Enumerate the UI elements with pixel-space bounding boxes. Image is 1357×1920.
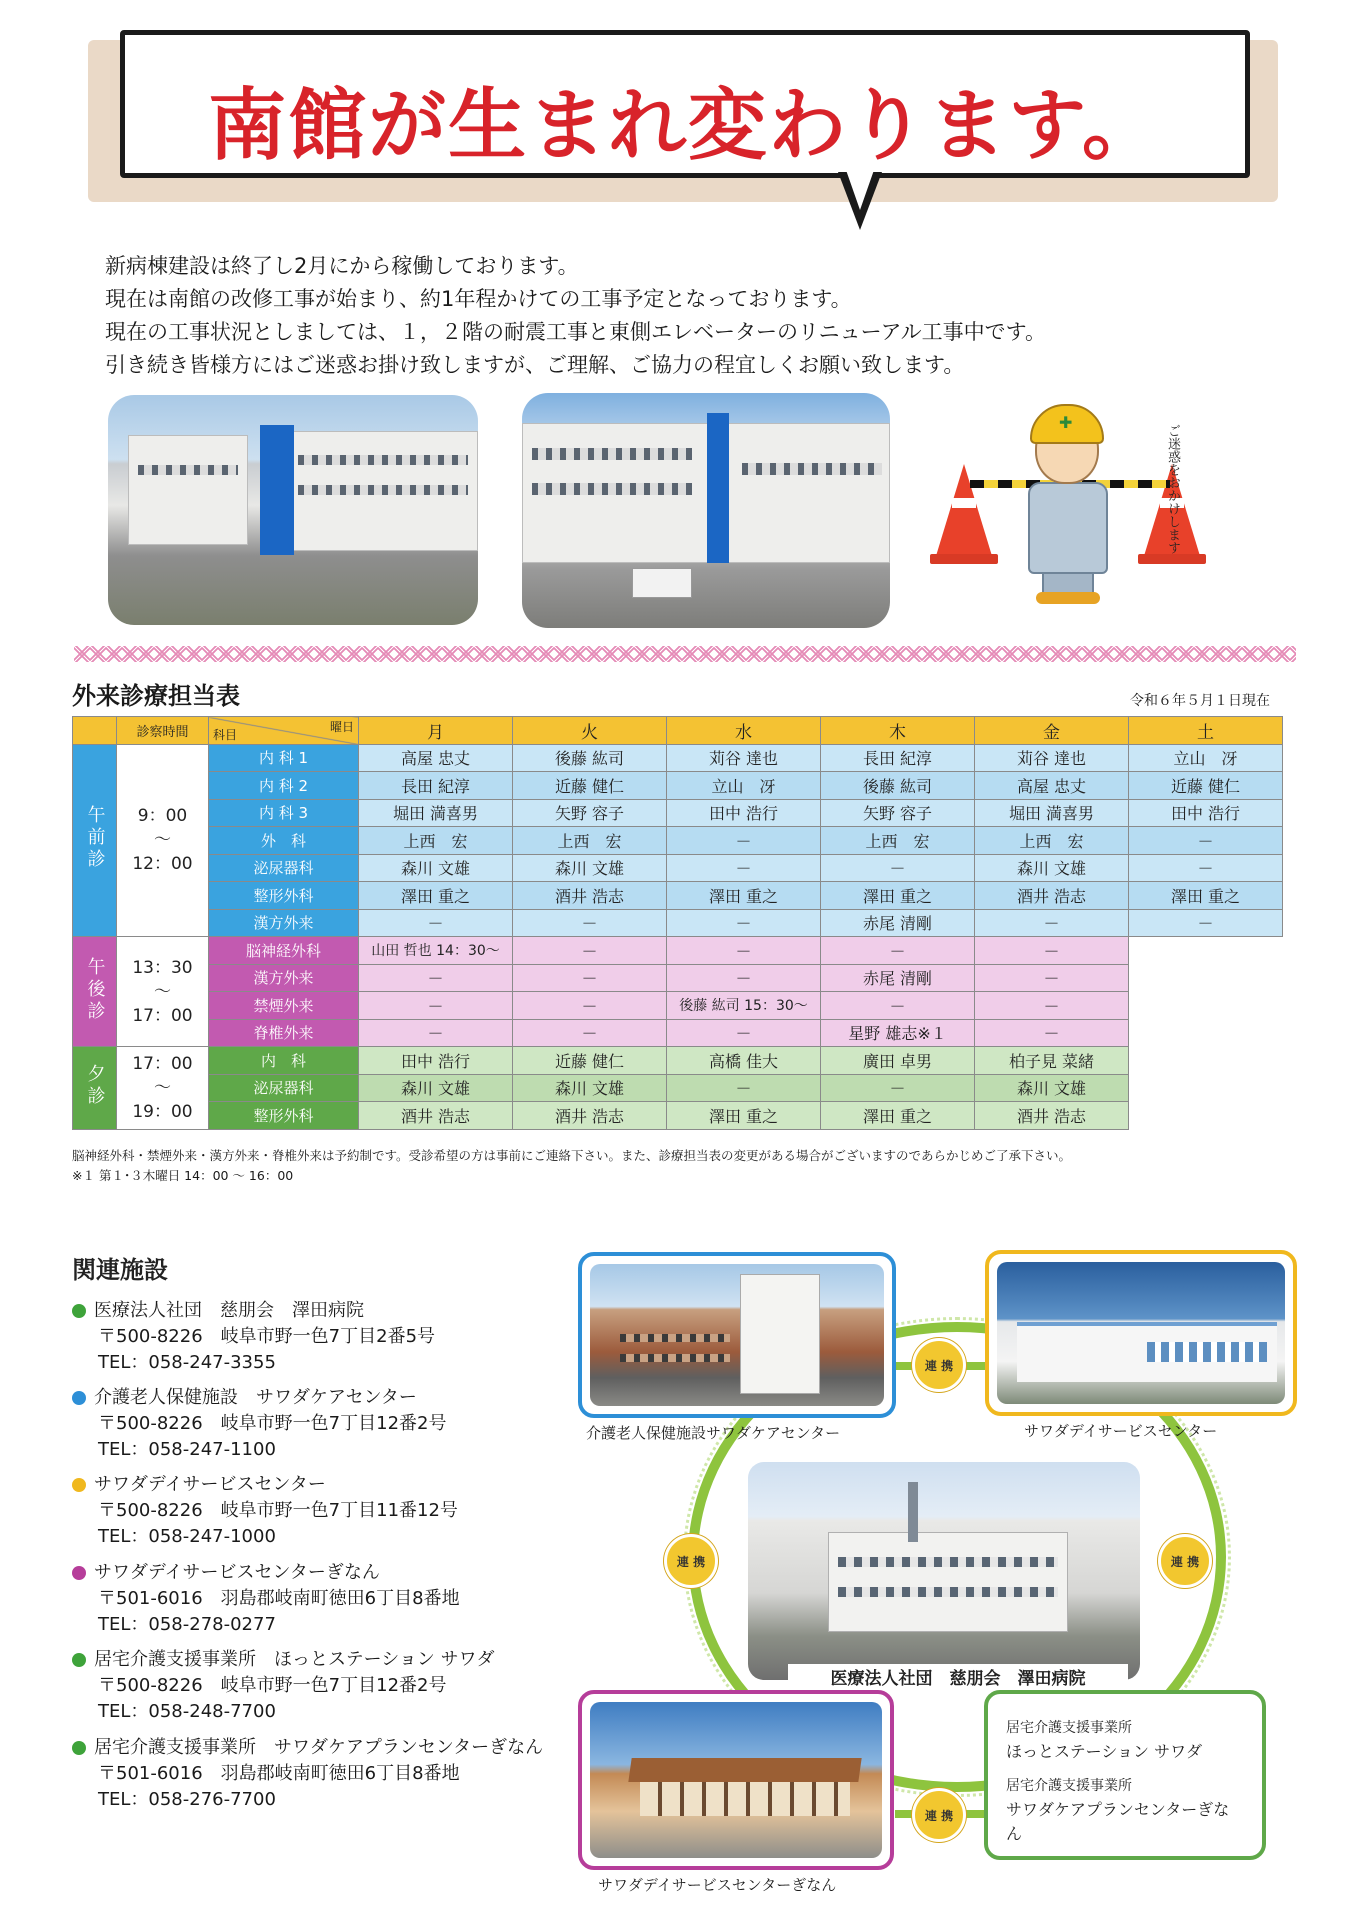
dept-cell: 整形外科 bbox=[209, 882, 359, 910]
schedule-row bbox=[73, 1019, 1283, 1047]
empty-cell bbox=[1129, 1019, 1283, 1047]
doctor-cell: 後藤 紘司 bbox=[821, 772, 975, 800]
doctor-cell: － bbox=[513, 964, 667, 992]
doctor-cell: － bbox=[667, 827, 821, 855]
pm-section bbox=[73, 937, 1283, 1047]
doctor-cell: 田中 浩行 bbox=[667, 799, 821, 827]
empty-cell bbox=[1129, 1074, 1283, 1102]
dept-cell: 外 科 bbox=[209, 827, 359, 855]
schedule-row bbox=[73, 799, 1283, 827]
doctor-cell: － bbox=[975, 937, 1129, 965]
doctor-cell: － bbox=[667, 964, 821, 992]
header-kamoku: 曜日 科目 bbox=[209, 717, 359, 745]
doctor-cell: 高屋 忠丈 bbox=[975, 772, 1129, 800]
doctor-cell: 山田 哲也 14：30～ bbox=[359, 937, 513, 965]
section-time: 13：30 〜 17：00 bbox=[117, 937, 209, 1047]
doctor-cell: 堀田 満喜男 bbox=[359, 799, 513, 827]
doctor-cell: 酒井 浩志 bbox=[513, 1102, 667, 1130]
caption-day-service: サワダデイサービスセンター bbox=[1024, 1422, 1218, 1440]
doctor-cell: 赤尾 清剛 bbox=[821, 964, 975, 992]
photo-truck bbox=[632, 568, 692, 598]
safety-cross-icon: ✚ bbox=[1059, 413, 1073, 432]
doctor-cell: 澤田 重之 bbox=[821, 1102, 975, 1130]
title-banner bbox=[120, 30, 1250, 178]
doctor-cell: 澤田 重之 bbox=[821, 882, 975, 910]
facility-item bbox=[72, 1647, 494, 1725]
dept-cell: 脳神経外科 bbox=[209, 937, 359, 965]
day-header: 水 bbox=[667, 717, 821, 745]
doctor-cell: 苅谷 達也 bbox=[975, 744, 1129, 772]
doctor-cell: 苅谷 達也 bbox=[667, 744, 821, 772]
dept-cell: 漢方外来 bbox=[209, 964, 359, 992]
section-label: 午後診 bbox=[73, 937, 117, 1047]
renkei-badge: 連 携 bbox=[664, 1534, 718, 1588]
facility-tel: TEL：058-278-0277 bbox=[98, 1614, 276, 1635]
schedule-row bbox=[73, 937, 1283, 965]
facility-name: サワダデイサービスセンター bbox=[94, 1474, 326, 1495]
dept-cell: 内 科 1 bbox=[209, 744, 359, 772]
doctor-cell: 上西 宏 bbox=[975, 827, 1129, 855]
doctor-cell: 上西 宏 bbox=[821, 827, 975, 855]
schedule-table bbox=[72, 716, 1283, 1130]
ev-section bbox=[73, 1047, 1283, 1130]
header-time: 診察時間 bbox=[117, 717, 209, 745]
care-center-photo bbox=[590, 1264, 884, 1406]
photo-windows bbox=[298, 485, 468, 495]
worker-body bbox=[1028, 482, 1108, 574]
dept-cell: 整形外科 bbox=[209, 1102, 359, 1130]
diamond-divider bbox=[74, 646, 1296, 662]
doctor-cell: 森川 文雄 bbox=[975, 1074, 1129, 1102]
photo-windows bbox=[532, 448, 692, 460]
main-hospital-photo-box bbox=[748, 1462, 1140, 1680]
schedule-row bbox=[73, 882, 1283, 910]
header-corner bbox=[73, 717, 117, 745]
empty-cell bbox=[1129, 992, 1283, 1020]
facility-address: 〒500-8226 岐阜市野一色7丁目12番2号 bbox=[98, 1413, 447, 1434]
day-service-photo bbox=[997, 1262, 1285, 1404]
facility-tel: TEL：058-248-7700 bbox=[98, 1701, 276, 1722]
page-title: 南館が生まれ変わります。 bbox=[208, 81, 1162, 171]
related-title: 関連施設 bbox=[72, 1256, 168, 1284]
facility-tel: TEL：058-276-7700 bbox=[98, 1789, 276, 1810]
schedule-row bbox=[73, 827, 1283, 855]
bullet-dot-icon bbox=[72, 1741, 86, 1755]
schedule-row bbox=[73, 964, 1283, 992]
schedule-date: 令和６年５月１日現在 bbox=[1130, 693, 1270, 709]
doctor-cell: － bbox=[359, 1019, 513, 1047]
schedule-row bbox=[73, 772, 1283, 800]
doctor-cell: 田中 浩行 bbox=[359, 1047, 513, 1075]
facility-item bbox=[72, 1560, 460, 1638]
doctor-cell: 澤田 重之 bbox=[1129, 882, 1283, 910]
worker-speech: ご迷惑をおかけします bbox=[1165, 424, 1180, 554]
doctor-cell: 高屋 忠丈 bbox=[359, 744, 513, 772]
doctor-cell: － bbox=[667, 937, 821, 965]
doctor-cell: － bbox=[821, 992, 975, 1020]
doctor-cell: 後藤 紘司 bbox=[513, 744, 667, 772]
facility-address: 〒500-8226 岐阜市野一色7丁目11番12号 bbox=[98, 1500, 458, 1521]
doctor-cell: － bbox=[1129, 909, 1283, 937]
kyotaku-sub-2: 居宅介護支援事業所 bbox=[1006, 1778, 1132, 1794]
schedule-row bbox=[73, 744, 1283, 772]
empty-cell bbox=[1129, 1047, 1283, 1075]
doctor-cell: 森川 文雄 bbox=[513, 1074, 667, 1102]
bullet-dot-icon bbox=[72, 1304, 86, 1318]
doctor-cell: 澤田 重之 bbox=[667, 1102, 821, 1130]
ginan-photo bbox=[590, 1702, 882, 1858]
facility-address: 〒500-8226 岐阜市野一色7丁目12番2号 bbox=[98, 1675, 447, 1696]
dept-cell: 泌尿器科 bbox=[209, 1074, 359, 1102]
doctor-cell: 立山 冴 bbox=[1129, 744, 1283, 772]
doctor-cell: 森川 文雄 bbox=[513, 854, 667, 882]
doctor-cell: 森川 文雄 bbox=[975, 854, 1129, 882]
doctor-cell: － bbox=[359, 909, 513, 937]
care-center-photo-box bbox=[578, 1252, 896, 1418]
empty-cell bbox=[1129, 937, 1283, 965]
caption-main-hospital: 医療法人社団 慈朋会 澤田病院 bbox=[788, 1664, 1128, 1694]
doctor-cell: 堀田 満喜男 bbox=[975, 799, 1129, 827]
caption-ginan: サワダデイサービスセンターぎなん bbox=[598, 1876, 837, 1894]
kyotaku-name-1: ほっとステーション サワダ bbox=[1006, 1742, 1202, 1761]
doctor-cell: － bbox=[975, 909, 1129, 937]
empty-cell bbox=[1129, 1102, 1283, 1130]
doctor-cell: 酒井 浩志 bbox=[975, 1102, 1129, 1130]
construction-photo-1 bbox=[108, 395, 478, 625]
schedule-row bbox=[73, 1102, 1283, 1130]
dept-cell: 脊椎外来 bbox=[209, 1019, 359, 1047]
doctor-cell: － bbox=[513, 937, 667, 965]
kyotaku-name-2: サワダケアプランセンターぎなん bbox=[1006, 1800, 1230, 1843]
bullet-dot-icon bbox=[72, 1653, 86, 1667]
photo-windows bbox=[138, 465, 238, 475]
photo-scaffold bbox=[260, 425, 294, 555]
doctor-cell: 酒井 浩志 bbox=[513, 882, 667, 910]
construction-worker-illustration bbox=[930, 398, 1230, 618]
dept-cell: 禁煙外来 bbox=[209, 992, 359, 1020]
doctor-cell: 近藤 健仁 bbox=[513, 772, 667, 800]
doctor-cell: － bbox=[975, 992, 1129, 1020]
intro-line: 引き続き皆様方にはご迷惑お掛け致しますが、ご理解、ご協力の程宜しくお願い致します。 bbox=[105, 353, 965, 377]
facility-name: 介護老人保健施設 サワダケアセンター bbox=[94, 1387, 417, 1408]
renkei-badge: 連 携 bbox=[912, 1788, 966, 1842]
section-time: 9：00 〜 12：00 bbox=[117, 744, 209, 937]
facility-tel: TEL：058-247-1000 bbox=[98, 1526, 276, 1547]
kyotaku-box bbox=[984, 1690, 1266, 1860]
schedule-row bbox=[73, 1074, 1283, 1102]
doctor-cell: 長田 紀淳 bbox=[359, 772, 513, 800]
main-hospital-photo bbox=[748, 1462, 1140, 1680]
construction-photo-2 bbox=[522, 393, 890, 628]
intro-line: 現在は南館の改修工事が始まり、約1年程かけての工事予定となっております。 bbox=[105, 287, 852, 311]
schedule-footnote: ※１ 第１･３木曜日 14：00 ～ 16：00 bbox=[72, 1168, 294, 1183]
doctor-cell: 後藤 紘司 15：30～ bbox=[667, 992, 821, 1020]
ginan-photo-box bbox=[578, 1690, 894, 1870]
doctor-cell: 矢野 容子 bbox=[513, 799, 667, 827]
facility-name: 居宅介護支援事業所 サワダケアプランセンターぎなん bbox=[94, 1737, 544, 1758]
doctor-cell: 森川 文雄 bbox=[359, 854, 513, 882]
doctor-cell: － bbox=[359, 964, 513, 992]
doctor-cell: － bbox=[667, 1074, 821, 1102]
renkei-badge: 連 携 bbox=[912, 1338, 966, 1392]
doctor-cell: 近藤 健仁 bbox=[513, 1047, 667, 1075]
doctor-cell: － bbox=[975, 964, 1129, 992]
doctor-cell: 澤田 重之 bbox=[359, 882, 513, 910]
doctor-cell: 森川 文雄 bbox=[359, 1074, 513, 1102]
intro-line: 現在の工事状況としましては、１，２階の耐震工事と東側エレベーターのリニューアル工事中です。 bbox=[105, 320, 1047, 344]
doctor-cell: － bbox=[975, 1019, 1129, 1047]
facility-item bbox=[72, 1735, 543, 1813]
am-section bbox=[73, 744, 1283, 937]
doctor-cell: 酒井 浩志 bbox=[359, 1102, 513, 1130]
photo-windows bbox=[532, 483, 692, 495]
day-header: 土 bbox=[1129, 717, 1283, 745]
doctor-cell: － bbox=[821, 937, 975, 965]
doctor-cell: 高橋 佳大 bbox=[667, 1047, 821, 1075]
facility-item bbox=[72, 1472, 458, 1550]
doctor-cell: 近藤 健仁 bbox=[1129, 772, 1283, 800]
photo-windows bbox=[298, 455, 468, 465]
facility-item bbox=[72, 1298, 435, 1376]
schedule-row bbox=[73, 1047, 1283, 1075]
facility-name: 医療法人社団 慈朋会 澤田病院 bbox=[94, 1300, 364, 1321]
doctor-cell: － bbox=[359, 992, 513, 1020]
facility-tel: TEL：058-247-3355 bbox=[98, 1352, 276, 1373]
bullet-dot-icon bbox=[72, 1391, 86, 1405]
intro-line: 新病棟建設は終了し2月にから稼働しております。 bbox=[105, 254, 579, 278]
intro-text bbox=[105, 250, 1305, 382]
doctor-cell: 長田 紀淳 bbox=[821, 744, 975, 772]
photo-windows bbox=[742, 463, 882, 475]
doctor-cell: 上西 宏 bbox=[513, 827, 667, 855]
facility-address: 〒501-6016 羽島郡岐南町徳田6丁目8番地 bbox=[98, 1588, 460, 1609]
schedule-row bbox=[73, 992, 1283, 1020]
doctor-cell: 酒井 浩志 bbox=[975, 882, 1129, 910]
banner-tail-inner bbox=[846, 170, 874, 210]
doctor-cell: － bbox=[513, 909, 667, 937]
photo-scaffold bbox=[707, 413, 729, 563]
schedule-row bbox=[73, 909, 1283, 937]
kyotaku-sub-1: 居宅介護支援事業所 bbox=[1006, 1720, 1132, 1736]
doctor-cell: － bbox=[513, 1019, 667, 1047]
facility-name: 居宅介護支援事業所 ほっとステーション サワダ bbox=[94, 1649, 495, 1670]
dept-cell: 内 科 3 bbox=[209, 799, 359, 827]
photo-building bbox=[128, 435, 248, 545]
empty-cell bbox=[1129, 964, 1283, 992]
bullet-dot-icon bbox=[72, 1566, 86, 1580]
dept-cell: 内 科 2 bbox=[209, 772, 359, 800]
doctor-cell: 澤田 重之 bbox=[667, 882, 821, 910]
doctor-cell: 星野 雄志※１ bbox=[821, 1019, 975, 1047]
doctor-cell: － bbox=[667, 909, 821, 937]
dept-cell: 内 科 bbox=[209, 1047, 359, 1075]
doctor-cell: － bbox=[1129, 854, 1283, 882]
day-header: 火 bbox=[513, 717, 667, 745]
doctor-cell: 矢野 容子 bbox=[821, 799, 975, 827]
schedule-title: 外来診療担当表 bbox=[72, 682, 240, 710]
section-label: 夕診 bbox=[73, 1047, 117, 1130]
doctor-cell: － bbox=[1129, 827, 1283, 855]
doctor-cell: － bbox=[821, 854, 975, 882]
day-header: 月 bbox=[359, 717, 513, 745]
traffic-cone-icon bbox=[936, 464, 992, 556]
doctor-cell: 廣田 卓男 bbox=[821, 1047, 975, 1075]
doctor-cell: 赤尾 清剛 bbox=[821, 909, 975, 937]
section-label: 午前診 bbox=[73, 744, 117, 937]
facility-item bbox=[72, 1385, 446, 1463]
dept-cell: 漢方外来 bbox=[209, 909, 359, 937]
doctor-cell: － bbox=[513, 992, 667, 1020]
doctor-cell: － bbox=[667, 1019, 821, 1047]
schedule-header-row bbox=[73, 717, 1283, 745]
facility-address: 〒500-8226 岐阜市野一色7丁目2番5号 bbox=[98, 1326, 436, 1347]
day-header: 木 bbox=[821, 717, 975, 745]
day-service-photo-box bbox=[985, 1250, 1297, 1416]
schedule-note: 脳神経外科・禁煙外来・漢方外来・脊椎外来は予約制です。受診希望の方は事前にご連絡下さい。また、診療担当表の変更がある場合がございますのであらかじめご了承下さい。 bbox=[72, 1148, 1072, 1163]
doctor-cell: － bbox=[821, 1074, 975, 1102]
doctor-cell: 立山 冴 bbox=[667, 772, 821, 800]
doctor-cell: － bbox=[667, 854, 821, 882]
renkei-badge: 連 携 bbox=[1158, 1534, 1212, 1588]
facility-address: 〒501-6016 羽島郡岐南町徳田6丁目8番地 bbox=[98, 1763, 460, 1784]
doctor-cell: 柏子見 菜緒 bbox=[975, 1047, 1129, 1075]
facility-name: サワダデイサービスセンターぎなん bbox=[94, 1562, 380, 1583]
caption-care-center: 介護老人保健施設サワダケアセンター bbox=[586, 1424, 841, 1442]
dept-cell: 泌尿器科 bbox=[209, 854, 359, 882]
schedule-row bbox=[73, 854, 1283, 882]
day-header: 金 bbox=[975, 717, 1129, 745]
facility-tel: TEL：058-247-1100 bbox=[98, 1439, 276, 1460]
bullet-dot-icon bbox=[72, 1478, 86, 1492]
section-time: 17：00 〜 19：00 bbox=[117, 1047, 209, 1130]
doctor-cell: 上西 宏 bbox=[359, 827, 513, 855]
doctor-cell: 田中 浩行 bbox=[1129, 799, 1283, 827]
